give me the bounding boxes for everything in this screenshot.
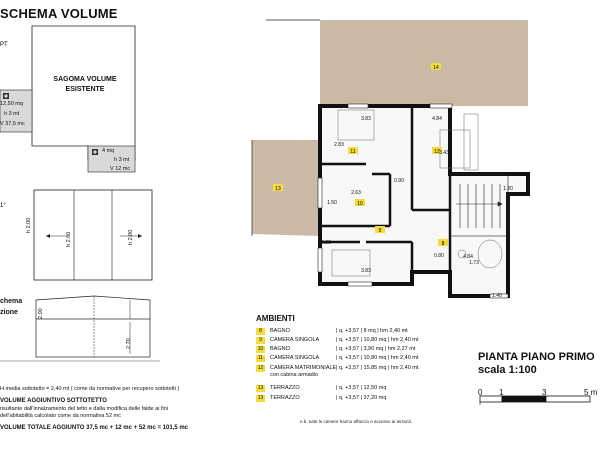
dim-090: 0.90 [394,178,404,184]
sagoma-label: SAGOMA VOLUME ESISTENTE [53,76,117,93]
row-num: 9 [256,337,265,344]
dim-283-bottom: 2.83 [321,240,331,246]
exterior-walls [320,106,528,296]
ambienti-footnote: n.b. tutte le camere hanno affaccio e accesso ai terrazzi. [300,419,413,424]
box2-volume: V 12 mc [110,166,131,172]
dim-283-left: 2.83 [334,142,344,148]
dim-080: 0.80 [434,253,444,259]
row-name: TERRAZZO [270,395,300,401]
room-10: 10 [357,201,363,207]
row-data: | q. +3,57 | 3,90 mq | hm 2,27 mt [336,346,416,352]
note-line-1: risultante dall'innalzamento del tetto e dalla modifica delle falde ai fini [0,406,168,412]
row-data: | q. +3,57 | 37,20 mq [336,395,387,401]
row-data: | q. +3,57 | 10,80 mq | hm 2,40 mt [336,355,419,361]
row-num: 11 [257,355,264,361]
row-data: | q. +3,57 | 15,85 mq | hm 2,40 mt [336,365,419,371]
ambienti-row [256,384,386,393]
room-13: 13 [275,186,281,192]
note-volume-title: VOLUME AGGIUNTIVO SOTTOTETTO [0,398,107,404]
label-pt: PT [0,42,8,48]
row-name-sub: con cabina armadio [270,372,319,378]
box1-volume: V 37,5 mc [0,121,25,127]
dim-484-bottom: 4.84 [463,254,473,260]
room-9: 9 [378,228,382,234]
room-11: 11 [350,149,356,155]
schema-label: chema [0,298,23,305]
ambienti-title: AMBIENTI [256,314,295,323]
row-num: 8 [256,328,265,335]
dim-120: 1.20 [503,186,513,192]
dim-383-top: 3.83 [361,116,371,122]
height-label-1: h 2.00 [26,217,32,233]
ambienti-row [256,354,418,363]
dim-343: 3.43 [439,150,449,156]
terrace-14 [320,20,528,106]
row-num: 12 [257,365,264,371]
plus-icon-1 [3,93,9,99]
ambienti-row [256,327,408,336]
room-14: 14 [433,65,439,71]
plan-title: PIANTA PIANO PRIMO [478,351,595,363]
section-dim-2: 2.70 [126,338,132,349]
room-8: 8 [441,241,445,247]
row-name: TERRAZZO [270,385,300,391]
dim-484-top: 4.84 [432,116,442,122]
row-name: BAGNO [270,346,290,352]
schema-label-2: zione [0,309,18,316]
row-data: | q. +3,57 | 10,80 mq | hm 2,40 mt [336,337,419,343]
row-name: CAMERA SINGOLA [270,355,320,361]
height-label-2: h 2.80 [66,231,72,247]
ambienti-row [256,336,418,345]
row-name: CAMERA SINGOLA [270,337,320,343]
note-line-2: dell'abitabilità calcolato come da normativa 52 mc [0,413,121,419]
scale-tick-0: 0 [478,388,483,397]
dim-173: 1.73 [469,260,479,266]
box1-area: 12,50 mq [0,101,23,107]
plan-scale: scala 1:100 [478,364,537,376]
terrace-13 [252,140,320,236]
row-data: | q. +3,57 | 12,50 mq [336,385,387,391]
dim-140: 1.40 [492,293,502,299]
note-h-media: H media sottotetto = 2,40 mt ( come da normative per recupero sottotetti ) [0,386,180,392]
row-name: CAMERA MATRIMONIALE [270,365,337,371]
row-num: 10 [257,346,264,352]
scale-tick-1: 1 [499,388,504,397]
ambienti-row [256,345,415,354]
scale-bar [478,394,600,406]
room-12: 12 [434,149,440,155]
volume-total: VOLUME TOTALE AGGIUNTO 37,5 mc + 12 mc + 52 mc = 101,5 mc [0,425,189,431]
row-name: BAGNO [270,328,290,334]
row-data: | q. +3,57 | 8 mq | hm 2,40 mt [336,328,408,334]
scale-tick-5: 5 m [584,388,598,397]
dim-150: 1.50 [327,200,337,206]
row-num: 13 [257,385,264,391]
height-label-3: h 2.00 [128,229,134,245]
label-1: 1° [0,203,6,209]
section-dim-1: 2.00 [38,308,44,319]
row-num: 13 [257,395,264,401]
box1-height: h 3 mt [4,111,20,117]
floor-plan [240,14,540,302]
scale-tick-3: 3 [542,388,547,397]
ambienti-row [256,394,386,403]
dim-383-bottom: 3.83 [361,268,371,274]
schema-volume-title: SCHEMA VOLUME [0,6,118,21]
plus-icon-2 [92,149,98,155]
box2-height: h 3 mt [114,157,130,163]
box2-area: 4 mq [102,148,115,154]
dim-263: 2.63 [351,190,361,196]
